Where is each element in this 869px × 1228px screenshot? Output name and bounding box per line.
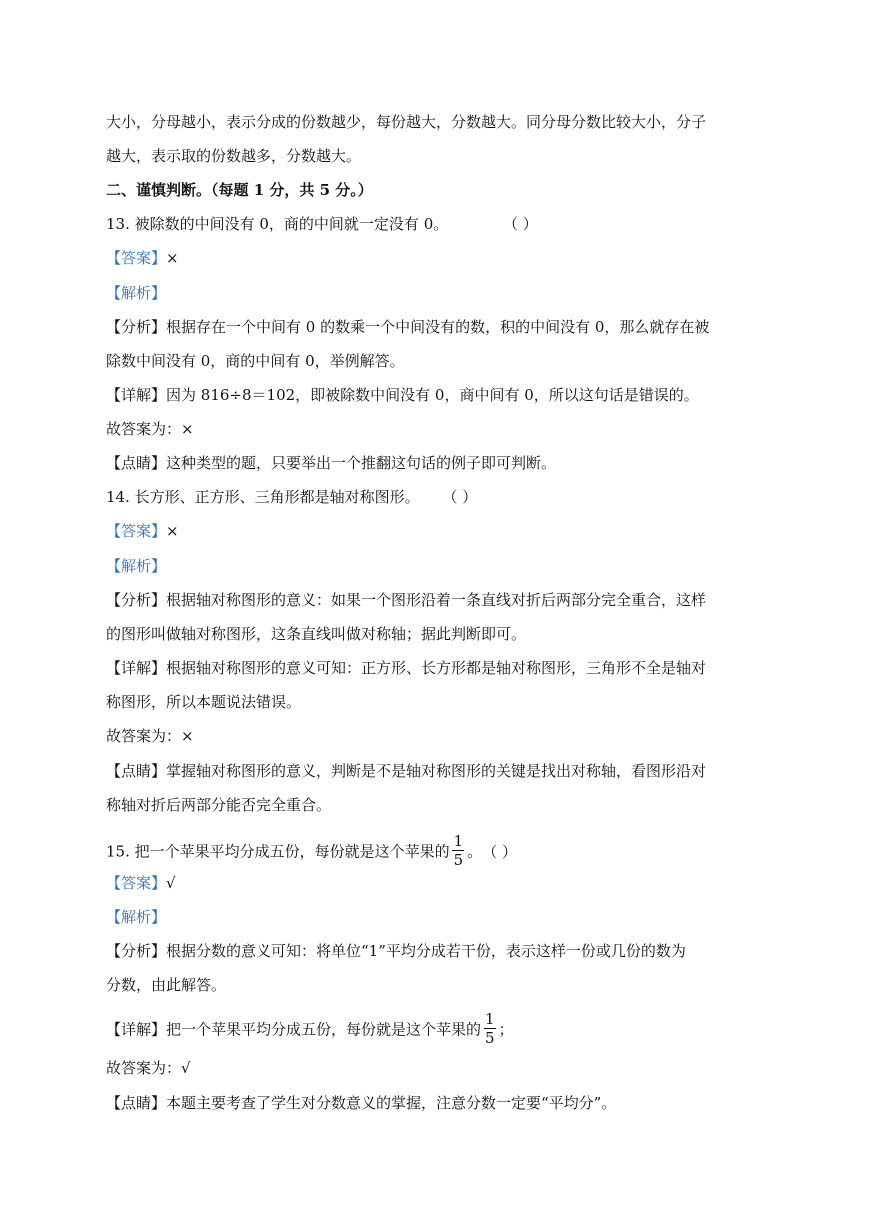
question-13-answer [106,248,179,268]
question-13-stem [106,214,538,234]
answer-blank: （ ） [503,215,538,233]
question-14-stem [106,487,477,507]
xiangjie-tag: 【详解】 [106,659,167,677]
question-14-analysis-tag: 【解析】 [106,557,167,575]
fenxi-tag: 【分析】 [106,318,167,336]
xiangjie-text: 把一个苹果平均分成五份，每份就是这个苹果的 [166,1020,482,1039]
final-label: 故答案为： [106,727,182,745]
answer-tag: 【答案】 [106,874,167,892]
xiangjie-text: 根据轴对称图形的意义可知：正方形、长方形都是轴对称图形，三角形不全是轴对 [166,659,707,677]
fenxi-tag: 【分析】 [106,591,167,609]
fenxi-tag: 【分析】 [106,942,167,960]
dianjing-text: 本题主要考查了学生对分数意义的掌握，注意分数一定要“平均分”。 [166,1094,617,1112]
question-14-fenxi-line-1 [106,590,706,610]
fenxi-text: 根据存在一个中间有 0 的数乘一个中间没有的数，积的中间没有 0，那么就存在被 [166,318,710,336]
final-mark: × [181,420,194,438]
xiangjie-text: 因为 816÷8＝102，即被除数中间没有 0，商中间有 0，所以这句话是错误的。 [166,386,699,404]
question-13-fenxi-line-1 [106,317,709,337]
question-15-dianjing [106,1093,616,1113]
answer-tag: 【答案】 [106,522,167,540]
intro-line-1: 大小，分母越小，表示分成的份数越少，每份越大，分数越大。同分母分数比较大小，分子 [106,113,707,131]
dianjing-text: 掌握轴对称图形的意义，判断是不是轴对称图形的关键是找出对称轴，看图形沿对 [166,762,707,780]
final-mark: √ [181,1059,191,1077]
question-13-xiangjie [106,385,699,405]
question-14-xiangjie-line-1 [106,658,706,678]
question-stem-text: 14. 长方形、正方形、三角形都是轴对称图形。 [106,488,420,506]
fraction-denominator: 5 [485,1029,495,1047]
answer-tag: 【答案】 [106,249,167,267]
fraction-one-fifth [452,832,466,869]
question-15-fenxi-line-1 [106,941,686,961]
question-14-answer [106,521,179,541]
stem-after: 。 [467,842,483,861]
final-label: 故答案为： [106,1059,182,1077]
answer-mark: × [166,522,179,540]
xiangjie-after: ； [498,1020,514,1039]
dianjing-tag: 【点睛】 [106,762,167,780]
fraction-denominator: 5 [453,851,464,869]
intro-line-2: 越大，表示取的份数越多，分数越大。 [106,147,362,165]
xiangjie-tag: 【详解】 [106,1020,167,1039]
question-13-dianjing [106,453,556,473]
section-heading: 二、谨慎判断。（每题 1 分，共 5 分。） [106,181,373,199]
question-14-final-answer [106,726,194,746]
question-15-fenxi-line-2: 分数，由此解答。 [106,976,227,994]
question-13-fenxi-line-2: 除数中间没有 0，商的中间有 0，举例解答。 [106,352,405,370]
question-15-stem [106,834,517,870]
question-15-xiangjie [106,1012,514,1048]
question-13-final-answer [106,419,194,439]
question-13-analysis-tag: 【解析】 [106,284,167,302]
xiangjie-tag: 【详解】 [106,386,167,404]
question-15-analysis-tag: 【解析】 [106,908,167,926]
question-stem-text: 13. 被除数的中间没有 0，商的中间就一定没有 0。 [106,215,449,233]
question-15-answer [106,873,176,893]
fenxi-text: 根据轴对称图形的意义：如果一个图形沿着一条直线对折后两部分完全重合，这样 [166,591,707,609]
answer-mark: × [166,249,179,267]
question-14-dianjing-line-1 [106,761,706,781]
dianjing-tag: 【点睛】 [106,454,167,472]
answer-blank: （ ） [482,842,517,861]
fraction-numerator: 1 [453,832,464,850]
fraction-one-fifth [483,1010,497,1047]
dianjing-text: 这种类型的题，只要举出一个推翻这句话的例子即可判断。 [166,454,557,472]
fenxi-text: 根据分数的意义可知：将单位“1”平均分成若干份，表示这样一份或几份的数为 [166,942,686,960]
dianjing-tag: 【点睛】 [106,1094,167,1112]
answer-blank: （ ） [442,488,478,506]
question-14-dianjing-line-2: 称轴对折后两部分能否完全重合。 [106,796,332,814]
question-15-final-answer [106,1058,191,1078]
question-14-fenxi-line-2: 的图形叫做轴对称图形，这条直线叫做对称轴；据此判断即可。 [106,625,527,643]
final-mark: × [181,727,194,745]
question-stem-text: 15. 把一个苹果平均分成五份，每份就是这个苹果的 [106,842,450,861]
final-label: 故答案为： [106,420,182,438]
question-14-xiangjie-line-2: 称图形，所以本题说法错误。 [106,693,302,711]
answer-mark: √ [166,874,176,892]
fraction-numerator: 1 [485,1010,495,1028]
